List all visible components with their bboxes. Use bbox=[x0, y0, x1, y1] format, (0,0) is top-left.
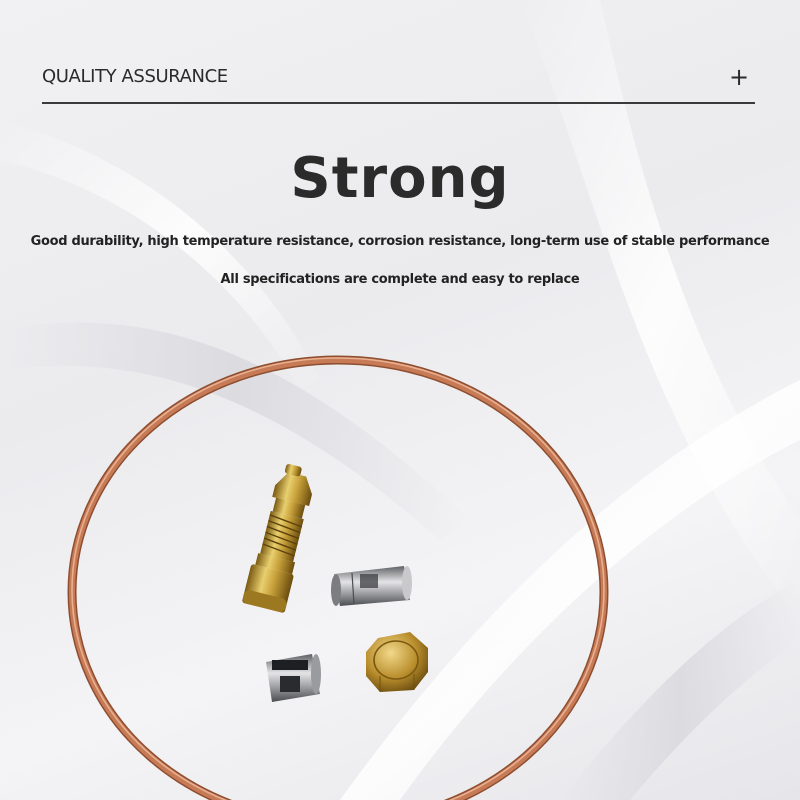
dark-sleeve bbox=[266, 654, 321, 702]
description-line-2: All specifications are complete and easy to replace bbox=[220, 272, 580, 287]
description-line-1: Good durability, high temperature resistance, corrosion resistance, long-term use of stable performance bbox=[30, 234, 770, 249]
steel-sleeve bbox=[331, 566, 412, 606]
headline: Strong bbox=[290, 146, 510, 211]
section-title: QUALITY ASSURANCE bbox=[42, 66, 228, 87]
brass-thread-connector bbox=[242, 461, 320, 613]
expand-toggle-icon[interactable]: + bbox=[728, 63, 750, 91]
brass-nut bbox=[366, 632, 428, 692]
